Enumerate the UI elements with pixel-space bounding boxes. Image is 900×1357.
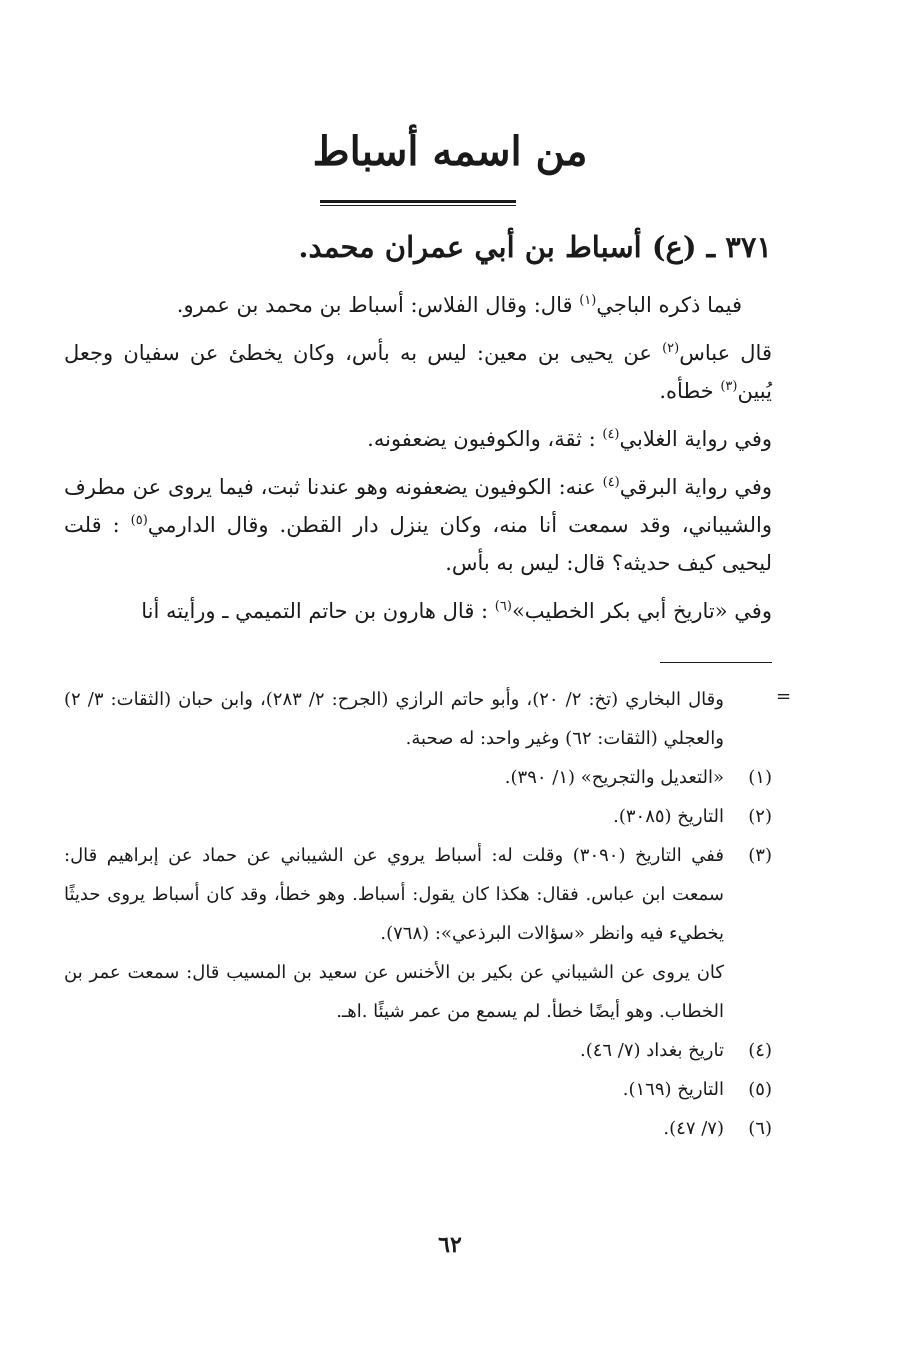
footnote-text: التاريخ (٣٠٨٥). [613, 806, 724, 827]
text-span: وفي رواية الغلابي [619, 427, 772, 451]
footnote-ref: (٥) [130, 513, 148, 528]
footnote-3 [64, 836, 772, 953]
text-span: قال: وقال الفلاس: أسباط بن محمد بن عمرو. [176, 293, 580, 317]
paragraph-5 [64, 592, 772, 630]
footnote-ref: (٤) [602, 475, 620, 490]
footnote-number: (٥) [748, 1079, 772, 1100]
footnote-number: (٢) [748, 806, 772, 827]
text-span: فيما ذكره الباجي [596, 293, 742, 317]
footnote-number: (٤) [748, 1040, 772, 1061]
entry-heading: ٣٧١ ـ (ع) أسباط بن أبي عمران محمد. [298, 230, 772, 264]
paragraph-1 [64, 286, 772, 324]
footnote-2 [64, 797, 772, 836]
paragraph-4 [64, 468, 772, 582]
footnote-ref: (١) [579, 293, 597, 308]
text-span: عن يحيى بن معين: ليس به بأس، وكان يخطئ عن سفيان وجعل يُبين [64, 341, 772, 403]
paragraph-3 [64, 420, 772, 458]
footnote-divider [660, 662, 772, 663]
page-number: ٦٢ [438, 1232, 462, 1258]
footnote-text: وقال البخاري (تخ: ٢/ ٢٠)، وأبو حاتم الرازي (الجرح: ٢/ ٢٨٣)، وابن حبان (الثقات: ٣/ ٢) والعجلي (الثقات: ٦٢) وغير واحد: له صحبة. [64, 689, 724, 749]
footnote-text: كان يروى عن الشيباني عن بكير بن الأخنس عن سعيد بن المسيب قال: سمعت عمر بن الخطاب. وهو أيضًا خطأ. لم يسمع من عمر شيئًا .اهـ. [64, 962, 724, 1022]
footnote-6 [64, 1109, 772, 1148]
text-span: وفي رواية البرقي [619, 475, 773, 499]
text-span: : ثقة، والكوفيون يضعفونه. [367, 427, 603, 451]
footnote-number: (٦) [748, 1118, 772, 1139]
footnote-4 [64, 1031, 772, 1070]
text-span: قال عباس [679, 341, 772, 365]
footnote-number: (١) [748, 767, 772, 788]
footnote-text: ففي التاريخ (٣٠٩٠) وقلت له: أسباط يروي عن الشيباني عن حماد عن إبراهيم قال: سمعت ابن عباس. فقال: هكذا كان يقول: أسباط. وهو خطأ، وقد كان أسباط يروى حديثًا يخطيء فيه وانظر «سؤالات البرذعي»: (٧٦٨). [64, 845, 724, 944]
footnote-ref: (٣) [720, 379, 738, 394]
footnote-number: (٣) [748, 845, 772, 866]
footnote-text: (٧/ ٤٧). [663, 1118, 724, 1139]
footnote-text: «التعديل والتجريح» (١/ ٣٩٠). [504, 767, 724, 788]
footnote-5 [64, 1070, 772, 1109]
title-divider [320, 200, 516, 206]
footnote-1 [64, 758, 772, 797]
footnotes-section [64, 680, 772, 1148]
text-span: : قلت ليحيى كيف حديثه؟ قال: ليس به بأس. [64, 513, 772, 575]
footnote-text: تاريخ بغداد (٧/ ٤٦). [579, 1040, 724, 1061]
footnote-number-spacer [724, 680, 772, 758]
text-span: وفي «تاريخ أبي بكر الخطيب» [511, 599, 772, 623]
paragraph-2 [64, 334, 772, 410]
footnote-continuation [64, 680, 772, 758]
text-span: : قال هارون بن حاتم التميمي ـ ورأيته أنا [141, 599, 495, 623]
text-span: عنه: الكوفيون يضعفونه وهو عندنا ثبت، فيما يروى عن مطرف والشيباني، وقد سمعت أنا منه، وكان ينزل دار القطن. وقال الدارمي [64, 475, 772, 537]
footnote-ref: (٢) [662, 341, 680, 356]
chapter-title: من اسمه أسباط [312, 128, 588, 175]
text-span: خطأه. [659, 379, 721, 403]
main-text [64, 286, 772, 640]
continuation-mark: = [776, 686, 792, 707]
footnote-ref: (٤) [602, 427, 620, 442]
footnote-text: التاريخ (١٦٩). [622, 1079, 724, 1100]
footnote-3-continued [64, 953, 772, 1031]
footnote-ref: (٦) [494, 599, 512, 614]
footnote-number-spacer [724, 953, 772, 1031]
